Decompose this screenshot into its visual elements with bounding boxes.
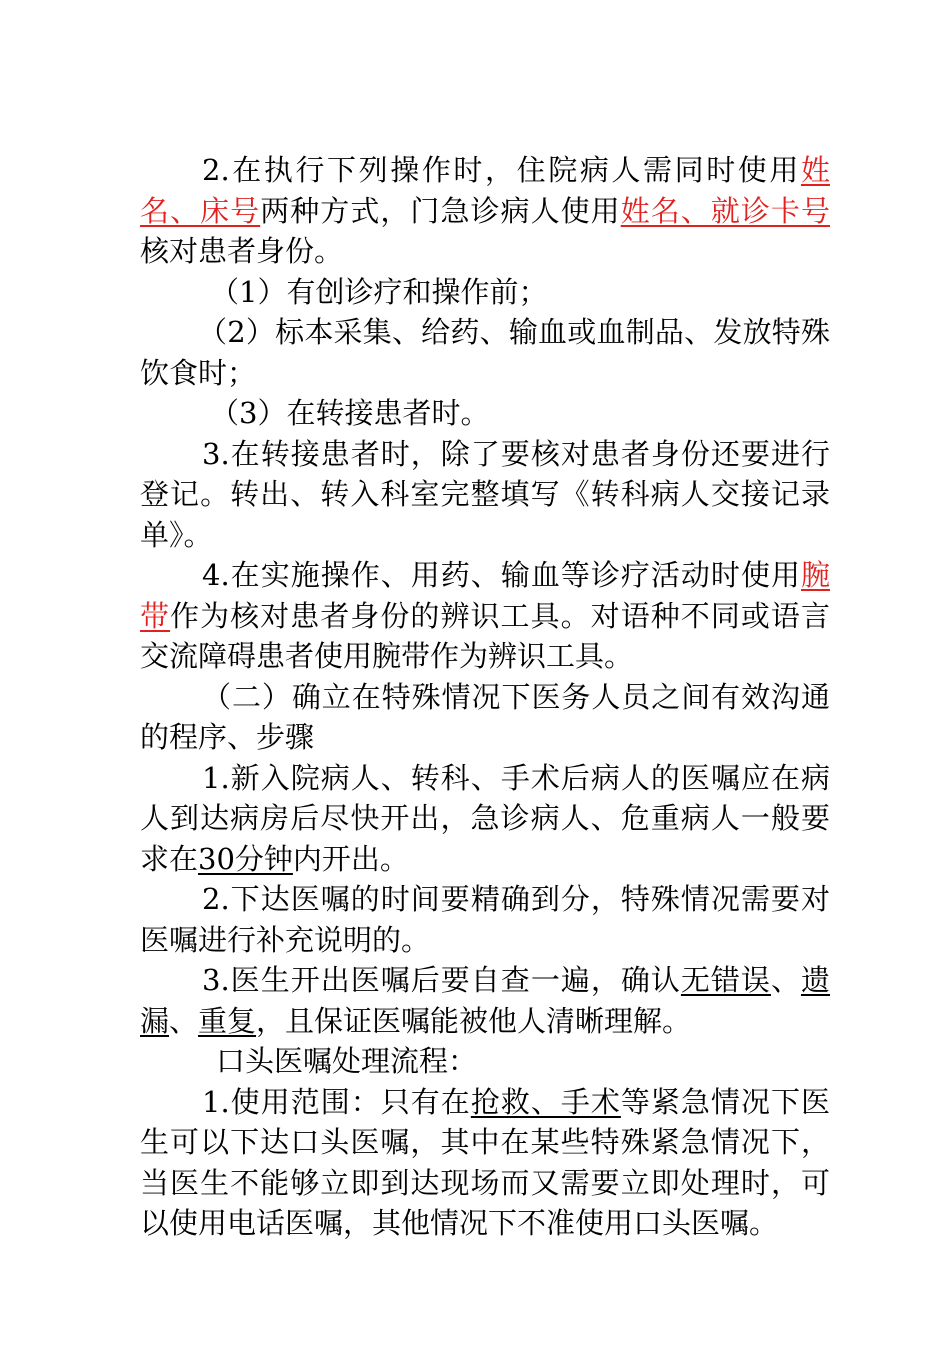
paragraph-wristband: 4.在实施操作、用药、输血等诊疗活动时使用腕带作为核对患者身份的辨识工具。对语种不同或语言交流障碍患者使用腕带作为辨识工具。: [140, 558, 830, 673]
paragraph-identity-check: 2.在执行下列操作时，住院病人需同时使用姓名、床号两种方式，门急诊病人使用姓名、就诊卡号核对患者身份。: [140, 153, 830, 268]
list-item-2: （2）标本采集、给药、输血或血制品、发放特殊饮食时；: [140, 315, 830, 390]
paragraph-transfer: 3.在转接患者时，除了要核对患者身份还要进行登记。转出、转入科室完整填写《转科病人交接记录单》。: [140, 436, 830, 552]
document-body: [140, 150, 830, 1244]
paragraph-admission-orders: 1.新入院病人、转科、手术后病人的医嘱应在病人到达病房后尽快开出，急诊病人、危重病人一般要求在30分钟内开出。: [140, 760, 830, 876]
underline-omission: 遗漏: [140, 963, 830, 1038]
underline-duplicate: 重复: [198, 1003, 257, 1038]
paragraph-verbal-scope: 1.使用范围：只有在抢救、手术等紧急情况下医生可以下达口头医嘱，其中在某些特殊紧急情况下，当医生不能够立即到达现场而又需要立即处理时，可以使用电话医嘱，其他情况下不准使用口头医嘱。: [140, 1084, 830, 1240]
list-item-1: （1）有创诊疗和操作前；: [210, 274, 548, 309]
underline-no-error: 无错误: [680, 963, 771, 997]
highlight-name-card: 姓名、就诊卡号: [620, 193, 830, 228]
underline-30-minutes: 30分钟: [198, 841, 293, 876]
underline-rescue-surgery: 抢救、手术: [470, 1084, 621, 1119]
list-item-3: （3）在转接患者时。: [210, 396, 490, 430]
paragraph-order-time: 2.下达医嘱的时间要精确到分，特殊情况需要对医嘱进行补充说明的。: [140, 882, 830, 957]
subheading-verbal-orders: 口头医嘱处理流程：: [216, 1044, 478, 1078]
section-heading-communication: （二）确立在特殊情况下医务人员之间有效沟通的程序、步骤: [140, 679, 830, 754]
highlight-wristband: 腕带: [140, 558, 830, 633]
paragraph-self-check: 3.医生开出医嘱后要自查一遍，确认无错误、遗漏、重复，且保证医嘱能被他人清晰理解。: [140, 963, 830, 1038]
highlight-name-bed: 姓名、床号: [140, 153, 830, 228]
